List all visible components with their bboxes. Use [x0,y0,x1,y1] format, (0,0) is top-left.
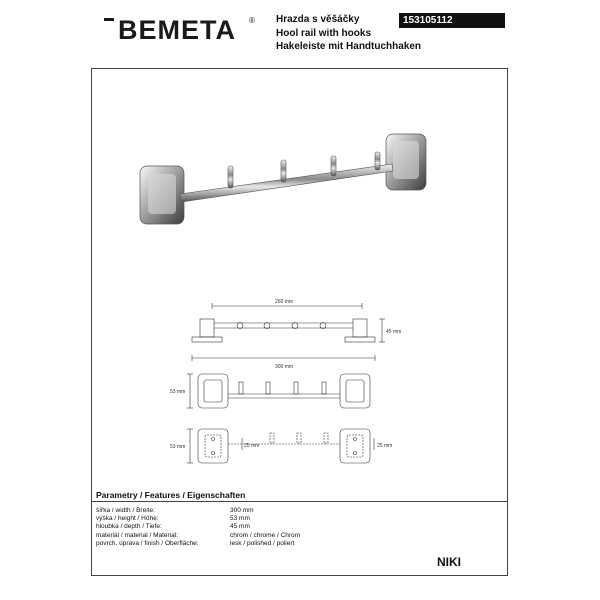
brand-name: BEMETA [118,15,236,45]
feature-label: šířka / width / Breite: [96,507,155,514]
feature-value: lesk / polished / poliert [230,539,295,547]
dim-260: 260 mm [275,299,294,305]
dim-25-left: 25 mm [244,443,260,449]
dim-25-right: 25 mm [377,443,393,449]
feature-value: 53 mm [230,515,250,523]
product-photo [130,128,440,238]
dim-53-back: 53 mm [170,444,186,450]
feature-label: hloubka / depth / Tiefe: [96,523,162,531]
feature-label: povrch. úprava / finish / Oberfläche: [96,539,199,547]
features-list [96,507,300,548]
feature-value: 300 mm [230,507,254,514]
feature-value: chrom / chrome / Chrom [230,531,301,539]
title-cz: Hrazda s věšáčky [276,14,360,25]
feature-label: výška / height / Höhe: [96,515,159,523]
divider [91,501,508,502]
brand-logo [104,14,255,45]
feature-row [96,532,300,540]
product-code: 153105112 [399,13,505,28]
feature-row [96,507,300,515]
dim-45: 45 mm [386,329,402,335]
dim-53-front: 53 mm [170,389,186,395]
title-en: Hool rail with hooks [276,27,372,39]
feature-row [96,523,300,531]
rail [180,164,393,202]
logo-bar [104,18,114,21]
feature-row [96,540,300,548]
title-de: Hakeleiste mit Handtuchhaken [276,41,422,53]
features-heading: Parametry / Features / Eigenschaften [96,490,246,500]
feature-value: 45 mm [230,523,250,531]
model-name: NIKI [437,555,461,569]
feature-row [96,515,300,523]
feature-label: materiál / material / Material: [96,531,178,539]
dim-300: 300 mm [275,364,294,370]
technical-drawing [160,292,420,482]
registered-mark: ® [249,16,255,25]
